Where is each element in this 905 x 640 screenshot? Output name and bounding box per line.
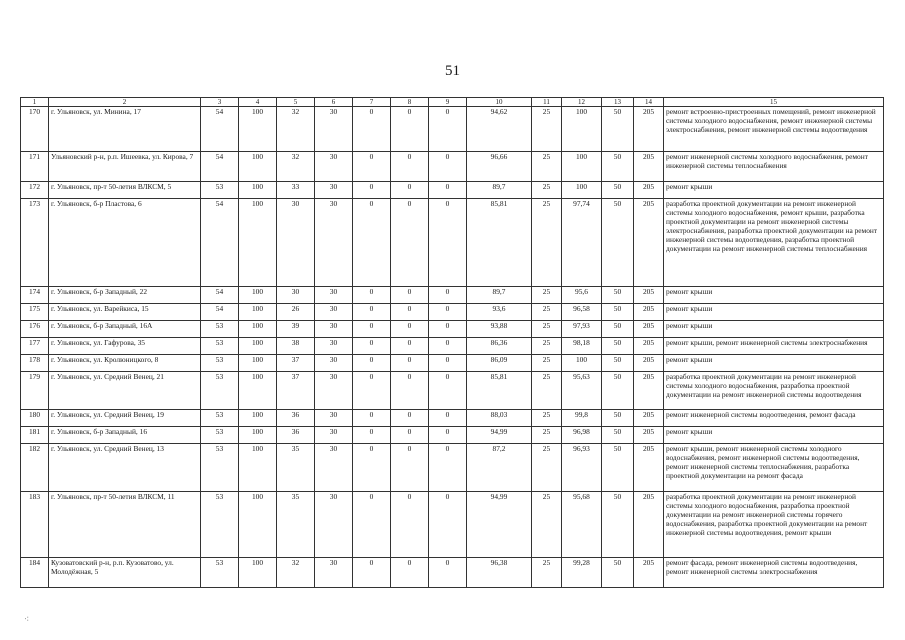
value-cell: 0 (353, 304, 391, 321)
value-cell: 25 (532, 182, 562, 199)
table-row (21, 410, 884, 427)
value-cell: 50 (602, 410, 634, 427)
value-cell: 100 (239, 152, 277, 182)
value-cell: 36 (277, 427, 315, 444)
value-cell: 205 (634, 410, 664, 427)
value-cell: 100 (562, 152, 602, 182)
value-cell: 100 (239, 287, 277, 304)
value-cell: 26 (277, 304, 315, 321)
value-cell: 86,36 (467, 338, 532, 355)
value-cell: 205 (634, 321, 664, 338)
row-number-cell: 176 (21, 321, 49, 338)
value-cell: 36 (277, 410, 315, 427)
value-cell: 205 (634, 355, 664, 372)
value-cell: 0 (353, 287, 391, 304)
value-cell: 205 (634, 199, 664, 287)
value-cell: 25 (532, 410, 562, 427)
value-cell: 0 (391, 427, 429, 444)
value-cell: 0 (429, 444, 467, 492)
value-cell: 50 (602, 338, 634, 355)
row-number-cell: 177 (21, 338, 49, 355)
value-cell: 0 (353, 338, 391, 355)
address-cell: Кузоватовский р-н, р.п. Кузоватово, ул. Молодёжная, 5 (49, 558, 201, 588)
value-cell: 50 (602, 558, 634, 588)
value-cell: 205 (634, 444, 664, 492)
works-description-cell: ремонт крыши (664, 427, 884, 444)
value-cell: 205 (634, 287, 664, 304)
value-cell: 93,6 (467, 304, 532, 321)
value-cell: 0 (391, 338, 429, 355)
address-cell: г. Ульяновск, ул. Минина, 17 (49, 107, 201, 152)
value-cell: 53 (201, 372, 239, 410)
table-row (21, 304, 884, 321)
address-cell: г. Ульяновск, ул. Средний Венец, 13 (49, 444, 201, 492)
row-number-cell: 179 (21, 372, 49, 410)
value-cell: 100 (239, 199, 277, 287)
value-cell: 25 (532, 558, 562, 588)
row-number-cell: 171 (21, 152, 49, 182)
table-row (21, 199, 884, 287)
row-number-cell: 174 (21, 287, 49, 304)
table-header-row (21, 98, 884, 107)
value-cell: 100 (239, 444, 277, 492)
value-cell: 205 (634, 338, 664, 355)
works-description-cell: ремонт встроенно-пристроенных помещений, ремонт инженерной системы холодного водоснабжения, ремонт инженерной системы электроснабжения, ремонт инженерной системы водоотведения (664, 107, 884, 152)
value-cell: 30 (315, 199, 353, 287)
value-cell: 50 (602, 199, 634, 287)
value-cell: 205 (634, 427, 664, 444)
value-cell: 30 (277, 199, 315, 287)
value-cell: 205 (634, 152, 664, 182)
column-header: 3 (201, 98, 239, 107)
value-cell: 96,98 (562, 427, 602, 444)
value-cell: 0 (429, 152, 467, 182)
value-cell: 100 (239, 492, 277, 558)
column-header: 4 (239, 98, 277, 107)
column-header: 2 (49, 98, 201, 107)
value-cell: 0 (429, 287, 467, 304)
value-cell: 53 (201, 427, 239, 444)
table-row (21, 355, 884, 372)
value-cell: 50 (602, 321, 634, 338)
value-cell: 100 (239, 410, 277, 427)
data-table (20, 97, 884, 588)
works-description-cell: разработка проектной документации на ремонт инженерной системы холодного водоснабжения, разработка проектной документации на ремонт инженерной системы горячего водоснабжения, разработка проектной документации на ремонт инженерной системы водоотведения, ремонт крыши (664, 492, 884, 558)
value-cell: 98,18 (562, 338, 602, 355)
value-cell: 30 (315, 107, 353, 152)
value-cell: 50 (602, 304, 634, 321)
value-cell: 97,74 (562, 199, 602, 287)
table-row (21, 558, 884, 588)
value-cell: 0 (391, 182, 429, 199)
value-cell: 0 (391, 372, 429, 410)
value-cell: 54 (201, 199, 239, 287)
row-number-cell: 184 (21, 558, 49, 588)
address-cell: г. Ульяновск, ул. Гафурова, 35 (49, 338, 201, 355)
value-cell: 30 (315, 321, 353, 338)
table-row (21, 321, 884, 338)
value-cell: 97,93 (562, 321, 602, 338)
value-cell: 205 (634, 558, 664, 588)
value-cell: 99,28 (562, 558, 602, 588)
address-cell: Ульяновский р-н, р.п. Ишеевка, ул. Кирова, 7 (49, 152, 201, 182)
value-cell: 50 (602, 152, 634, 182)
value-cell: 89,7 (467, 287, 532, 304)
value-cell: 30 (315, 492, 353, 558)
column-header: 10 (467, 98, 532, 107)
value-cell: 96,93 (562, 444, 602, 492)
column-header: 12 (562, 98, 602, 107)
value-cell: 32 (277, 558, 315, 588)
value-cell: 25 (532, 152, 562, 182)
works-description-cell: ремонт фасада, ремонт инженерной системы водоотведения, ремонт инженерной системы электроснабжения (664, 558, 884, 588)
column-header: 11 (532, 98, 562, 107)
value-cell: 38 (277, 338, 315, 355)
value-cell: 30 (277, 287, 315, 304)
row-number-cell: 172 (21, 182, 49, 199)
value-cell: 205 (634, 107, 664, 152)
value-cell: 0 (429, 427, 467, 444)
value-cell: 50 (602, 182, 634, 199)
value-cell: 0 (429, 558, 467, 588)
value-cell: 30 (315, 304, 353, 321)
value-cell: 100 (239, 372, 277, 410)
works-description-cell: ремонт крыши, ремонт инженерной системы электроснабжения (664, 338, 884, 355)
column-header: 14 (634, 98, 664, 107)
value-cell: 100 (239, 304, 277, 321)
row-number-cell: 178 (21, 355, 49, 372)
value-cell: 0 (353, 492, 391, 558)
value-cell: 50 (602, 492, 634, 558)
row-number-cell: 170 (21, 107, 49, 152)
value-cell: 0 (391, 410, 429, 427)
value-cell: 0 (353, 410, 391, 427)
value-cell: 54 (201, 304, 239, 321)
address-cell: г. Ульяновск, б-р Западный, 22 (49, 287, 201, 304)
value-cell: 0 (391, 199, 429, 287)
address-cell: г. Ульяновск, пр-т 50-летия ВЛКСМ, 5 (49, 182, 201, 199)
value-cell: 96,66 (467, 152, 532, 182)
table-row (21, 338, 884, 355)
value-cell: 39 (277, 321, 315, 338)
value-cell: 54 (201, 287, 239, 304)
value-cell: 0 (353, 444, 391, 492)
value-cell: 50 (602, 355, 634, 372)
value-cell: 0 (429, 410, 467, 427)
value-cell: 89,7 (467, 182, 532, 199)
value-cell: 53 (201, 338, 239, 355)
value-cell: 0 (353, 182, 391, 199)
value-cell: 0 (429, 372, 467, 410)
value-cell: 94,62 (467, 107, 532, 152)
works-description-cell: ремонт инженерной системы холодного водоснабжения, ремонт инженерной системы теплоснабжения (664, 152, 884, 182)
value-cell: 25 (532, 338, 562, 355)
column-header: 5 (277, 98, 315, 107)
value-cell: 30 (315, 287, 353, 304)
value-cell: 37 (277, 372, 315, 410)
value-cell: 35 (277, 444, 315, 492)
value-cell: 94,99 (467, 492, 532, 558)
value-cell: 30 (315, 338, 353, 355)
column-header: 1 (21, 98, 49, 107)
value-cell: 205 (634, 182, 664, 199)
value-cell: 25 (532, 287, 562, 304)
value-cell: 0 (353, 107, 391, 152)
works-description-cell: ремонт крыши, ремонт инженерной системы холодного водоснабжения, ремонт инженерной системы водоотведения, ремонт инженерной системы теплоснабжения, разработка проектной документации на ремонт фасада (664, 444, 884, 492)
value-cell: 30 (315, 410, 353, 427)
value-cell: 100 (239, 558, 277, 588)
value-cell: 50 (602, 107, 634, 152)
address-cell: г. Ульяновск, пр-т 50-летия ВЛКСМ, 11 (49, 492, 201, 558)
value-cell: 25 (532, 304, 562, 321)
value-cell: 35 (277, 492, 315, 558)
value-cell: 53 (201, 444, 239, 492)
value-cell: 54 (201, 107, 239, 152)
value-cell: 85,81 (467, 372, 532, 410)
value-cell: 0 (391, 321, 429, 338)
value-cell: 53 (201, 321, 239, 338)
value-cell: 95,63 (562, 372, 602, 410)
value-cell: 0 (429, 321, 467, 338)
value-cell: 100 (562, 355, 602, 372)
works-description-cell: ремонт инженерной системы водоотведения, ремонт фасада (664, 410, 884, 427)
value-cell: 0 (353, 355, 391, 372)
value-cell: 100 (239, 427, 277, 444)
value-cell: 54 (201, 152, 239, 182)
value-cell: 32 (277, 152, 315, 182)
works-description-cell: ремонт крыши (664, 321, 884, 338)
value-cell: 0 (429, 492, 467, 558)
value-cell: 0 (391, 107, 429, 152)
table-row (21, 427, 884, 444)
value-cell: 30 (315, 152, 353, 182)
value-cell: 32 (277, 107, 315, 152)
row-number-cell: 173 (21, 199, 49, 287)
scan-mark: ⁖ (24, 614, 30, 624)
table-row (21, 372, 884, 410)
value-cell: 96,58 (562, 304, 602, 321)
value-cell: 94,99 (467, 427, 532, 444)
value-cell: 0 (353, 199, 391, 287)
value-cell: 0 (353, 558, 391, 588)
value-cell: 50 (602, 287, 634, 304)
value-cell: 205 (634, 304, 664, 321)
value-cell: 0 (391, 492, 429, 558)
value-cell: 85,81 (467, 199, 532, 287)
page-number: 51 (445, 63, 460, 79)
value-cell: 100 (239, 355, 277, 372)
value-cell: 0 (429, 355, 467, 372)
column-header: 7 (353, 98, 391, 107)
value-cell: 0 (391, 152, 429, 182)
value-cell: 30 (315, 444, 353, 492)
value-cell: 100 (239, 182, 277, 199)
table-row (21, 182, 884, 199)
table-row (21, 444, 884, 492)
value-cell: 0 (353, 152, 391, 182)
value-cell: 100 (239, 321, 277, 338)
address-cell: г. Ульяновск, ул. Средний Венец, 19 (49, 410, 201, 427)
value-cell: 0 (391, 355, 429, 372)
value-cell: 53 (201, 182, 239, 199)
works-description-cell: ремонт крыши (664, 304, 884, 321)
works-description-cell: ремонт крыши (664, 355, 884, 372)
value-cell: 25 (532, 492, 562, 558)
value-cell: 0 (353, 427, 391, 444)
table-row (21, 492, 884, 558)
column-header: 15 (664, 98, 884, 107)
value-cell: 50 (602, 372, 634, 410)
row-number-cell: 180 (21, 410, 49, 427)
value-cell: 0 (429, 182, 467, 199)
value-cell: 86,09 (467, 355, 532, 372)
value-cell: 0 (391, 287, 429, 304)
address-cell: г. Ульяновск, б-р Западный, 16 (49, 427, 201, 444)
column-header: 8 (391, 98, 429, 107)
works-description-cell: разработка проектной документации на ремонт инженерной системы холодного водоснабжения, разработка проектной документации на ремонт инженерной системы водоотведения (664, 372, 884, 410)
value-cell: 0 (353, 321, 391, 338)
column-header: 6 (315, 98, 353, 107)
value-cell: 30 (315, 427, 353, 444)
value-cell: 53 (201, 558, 239, 588)
value-cell: 33 (277, 182, 315, 199)
value-cell: 100 (562, 182, 602, 199)
table-row (21, 287, 884, 304)
address-cell: г. Ульяновск, б-р Западный, 16А (49, 321, 201, 338)
value-cell: 30 (315, 372, 353, 410)
value-cell: 0 (429, 338, 467, 355)
works-description-cell: ремонт крыши (664, 182, 884, 199)
value-cell: 88,03 (467, 410, 532, 427)
row-number-cell: 175 (21, 304, 49, 321)
address-cell: г. Ульяновск, ул. Средний Венец, 21 (49, 372, 201, 410)
value-cell: 25 (532, 444, 562, 492)
value-cell: 50 (602, 427, 634, 444)
works-description-cell: разработка проектной документации на ремонт инженерной системы холодного водоснабжения, ремонт крыши, разработка проектной документации на ремонт инженерной системы электроснабжения, разработка проектной документации на ремонт инженерной системы водоотведения, разработка проектной документации на ремонт инженерной системы теплоснабжения (664, 199, 884, 287)
value-cell: 25 (532, 321, 562, 338)
address-cell: г. Ульяновск, ул. Варейкиса, 15 (49, 304, 201, 321)
value-cell: 100 (239, 338, 277, 355)
value-cell: 93,88 (467, 321, 532, 338)
value-cell: 25 (532, 372, 562, 410)
table-row (21, 152, 884, 182)
value-cell: 0 (391, 304, 429, 321)
column-header: 9 (429, 98, 467, 107)
value-cell: 205 (634, 372, 664, 410)
value-cell: 0 (429, 199, 467, 287)
value-cell: 0 (353, 372, 391, 410)
value-cell: 99,8 (562, 410, 602, 427)
address-cell: г. Ульяновск, ул. Кролюницкого, 8 (49, 355, 201, 372)
row-number-cell: 182 (21, 444, 49, 492)
works-description-cell: ремонт крыши (664, 287, 884, 304)
address-cell: г. Ульяновск, б-р Пластова, 6 (49, 199, 201, 287)
value-cell: 25 (532, 427, 562, 444)
column-header: 13 (602, 98, 634, 107)
value-cell: 50 (602, 444, 634, 492)
value-cell: 0 (429, 304, 467, 321)
value-cell: 53 (201, 355, 239, 372)
value-cell: 30 (315, 355, 353, 372)
row-number-cell: 183 (21, 492, 49, 558)
value-cell: 30 (315, 558, 353, 588)
table-row (21, 107, 884, 152)
value-cell: 205 (634, 492, 664, 558)
row-number-cell: 181 (21, 427, 49, 444)
value-cell: 0 (429, 107, 467, 152)
value-cell: 87,2 (467, 444, 532, 492)
value-cell: 25 (532, 107, 562, 152)
value-cell: 100 (239, 107, 277, 152)
value-cell: 53 (201, 492, 239, 558)
value-cell: 0 (391, 444, 429, 492)
value-cell: 96,38 (467, 558, 532, 588)
value-cell: 25 (532, 199, 562, 287)
value-cell: 95,6 (562, 287, 602, 304)
value-cell: 53 (201, 410, 239, 427)
value-cell: 95,68 (562, 492, 602, 558)
value-cell: 0 (391, 558, 429, 588)
value-cell: 37 (277, 355, 315, 372)
value-cell: 100 (562, 107, 602, 152)
value-cell: 30 (315, 182, 353, 199)
value-cell: 25 (532, 355, 562, 372)
